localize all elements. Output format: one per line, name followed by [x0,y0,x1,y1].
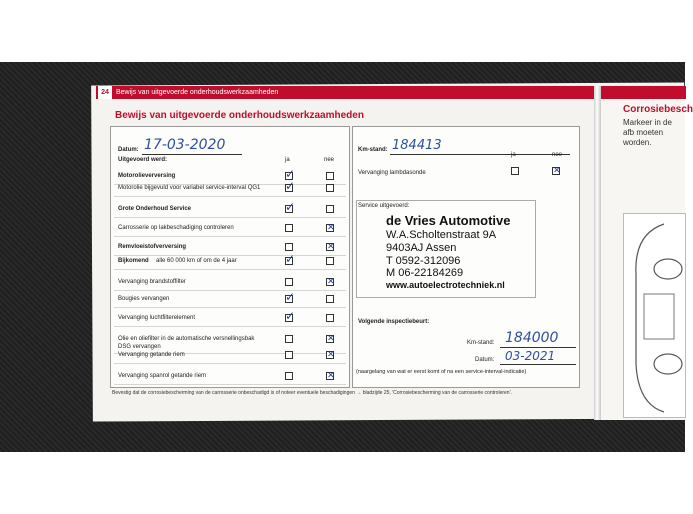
next-date-label: Datum: [475,357,495,363]
next-km-value[interactable]: 184000 [505,330,559,346]
right-page [600,86,693,420]
lambda-no-checkbox[interactable] [552,167,560,175]
performed-label: Uitgevoerd werd: [118,157,168,163]
right-page-header-bar [601,86,686,99]
checklist-yes-checkbox[interactable] [285,351,293,359]
checklist-no-checkbox[interactable] [326,314,334,322]
checklist-row-divider [114,326,346,327]
checklist-yes-checkbox[interactable] [285,295,293,303]
checklist-no-checkbox[interactable] [326,372,334,380]
next-date-value[interactable]: 03-2021 [505,349,556,363]
stamp-city: 9403AJ Assen [386,242,457,254]
date-label: Datum: [118,147,139,153]
col-yes-label: ja [285,157,290,163]
stamp-street: W.A.Scholtenstraat 9A [386,229,497,241]
right-page-title: Corrosiebesch [623,104,693,115]
checklist-row-divider [114,236,346,237]
next-inspection-label: Volgende inspectiebeurt: [358,319,430,325]
col-no-label: nee [324,157,335,163]
stamp-phone: T 0592-312096 [386,255,461,267]
checklist-row-divider [114,290,346,291]
checklist-no-checkbox[interactable] [326,335,334,343]
lambda-label: Vervanging lambdasonde [358,170,426,176]
checklist-no-checkbox[interactable] [326,172,334,180]
checklist-no-checkbox[interactable] [326,278,334,286]
right-page-text: Markeer in de afb moeten worden. [623,118,672,147]
checklist-row-divider [114,269,346,270]
page-number: 24 [98,86,112,99]
checklist-no-checkbox[interactable] [326,205,334,213]
checklist-item-label: Motorolie bijgevuld voor variabel service-interval QG1 [118,185,261,191]
km-value[interactable]: 184413 [392,138,442,153]
checklist-yes-checkbox[interactable] [285,224,293,232]
stamp-website: www.autoelectrotechniek.nl [386,280,505,290]
checklist-yes-checkbox[interactable] [285,278,293,286]
right-col-yes-label: ja [511,152,516,158]
checklist-yes-checkbox[interactable] [285,243,293,251]
car-outline-icon [624,214,687,419]
checklist-row-divider [114,363,346,364]
dealer-stamp [360,208,536,298]
checklist-item-label-line2: DSG vervangen [118,344,161,350]
checklist-item-extra: alle 60 000 km of om de 4 jaar [156,258,237,264]
date-value[interactable]: 17-03-2020 [144,137,226,153]
checklist-item-label: Vervanging spanrol getande riem [118,373,207,379]
km-label: Km-stand: [358,147,388,153]
next-date-line [500,364,576,365]
checklist-item-label: Bougies vervangen [118,296,170,302]
checklist-no-checkbox[interactable] [326,295,334,303]
next-km-line [500,347,576,348]
checklist-item-label: Vervanging getande riem [118,352,185,358]
checklist-yes-checkbox[interactable] [285,335,293,343]
car-diagram [623,213,686,418]
date-line [142,154,242,155]
stamp-mobile: M 06-22184269 [386,267,464,279]
page-header-bar [96,86,596,99]
checklist-row-divider [114,196,346,197]
checklist-row-divider [114,384,346,385]
checklist-no-checkbox[interactable] [326,243,334,251]
checklist-no-checkbox[interactable] [326,224,334,232]
checklist-yes-checkbox[interactable] [285,205,293,213]
checklist-no-checkbox[interactable] [326,184,334,192]
checklist-yes-checkbox[interactable] [285,372,293,380]
section-title: Bewijs van uitgevoerde onderhoudswerkzaamheden [115,110,364,121]
checklist-yes-checkbox[interactable] [285,314,293,322]
next-km-label: Km-stand: [467,340,495,346]
checklist-item-label: Vervanging brandstoffilter [118,279,186,285]
checklist-row-divider [114,307,346,308]
checklist-item-label: Remvloeistofverversing [118,244,187,250]
km-line [390,154,570,155]
page-header-title: Bewijs van uitgevoerde onderhoudswerkzaamheden [116,89,279,96]
right-col-no-label: nee [552,152,563,158]
stamp-name: de Vries Automotive [386,213,511,228]
checklist-row-divider [114,217,346,218]
checklist-no-checkbox[interactable] [326,257,334,265]
next-inspection-note: (naargelang van wat er eerst komt of na een service-interval-indicatie) [356,369,527,375]
checklist-yes-checkbox[interactable] [285,184,293,192]
checklist-item-label: Bijkomend [118,258,149,264]
lambda-yes-checkbox[interactable] [511,167,519,175]
checklist-item-label: Carrosserie op lakbeschadiging controleren [118,225,234,231]
footnote: Bevestig dat de corrosiebescherming van de carrosserie onbeschadigd is of noteer eventuele beschadigingen → bladzijde 25, 'Corrosiebescherming van de carrosserie controleren'. [112,390,512,396]
checklist-yes-checkbox[interactable] [285,257,293,265]
checklist-row-divider [114,255,346,256]
checklist-no-checkbox[interactable] [326,351,334,359]
service-label: Service uitgevoerd: [358,203,410,209]
checklist-item-label: Vervanging luchtfilterelement [118,315,196,321]
checklist-item-label: Grote Onderhoud Service [118,206,192,212]
checklist-item-label: Motorolieverversing [118,173,176,179]
checklist-item-label: Olie en oliefilter in de automatische versnellingsbak [118,336,255,342]
